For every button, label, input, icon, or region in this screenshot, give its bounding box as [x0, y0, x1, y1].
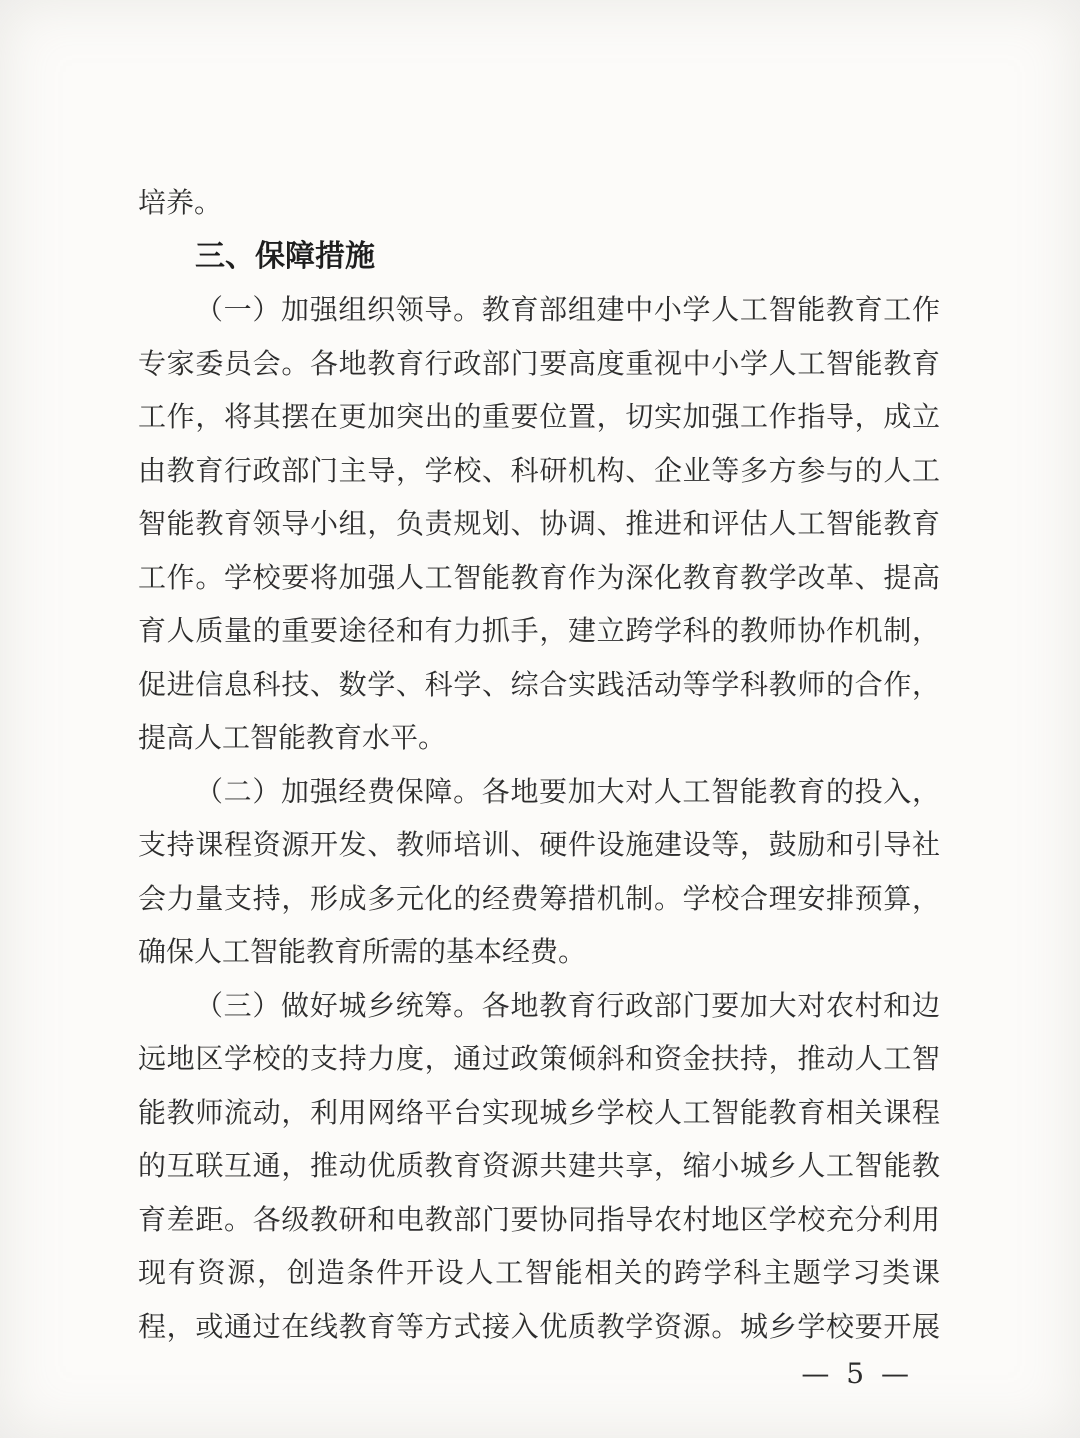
text-line: 能教师流动，利用网络平台实现城乡学校人工智能教育相关课程 — [138, 1095, 940, 1129]
text-line: 支持课程资源开发、教师培训、硬件设施建设等，鼓励和引导社 — [138, 828, 940, 861]
text-line: 由教育行政部门主导，学校、科研机构、企业等多方参与的人工 — [138, 453, 940, 487]
text-line: （三）做好城乡统筹。各地教育行政部门要加大对农村和边 — [195, 988, 940, 1022]
text-line: 工作。学校要将加强人工智能教育作为深化教育教学改革、提高 — [138, 560, 940, 594]
text-line: 育差距。各级教研和电教部门要协同指导农村地区学校充分利用 — [138, 1202, 940, 1236]
text-line: 确保人工智能教育所需的基本经费。 — [138, 935, 587, 968]
text-line: 的互联互通，推动优质教育资源共建共享，缩小城乡人工智能教 — [138, 1149, 940, 1182]
document-body — [138, 176, 940, 1353]
text-line: 提高人工智能教育水平。 — [138, 721, 447, 754]
text-line: 现有资源，创造条件开设人工智能相关的跨学科主题学习类课 — [138, 1256, 940, 1289]
text-line: （二）加强经费保障。各地要加大对人工智能教育的投入， — [195, 774, 940, 808]
text-line: 智能教育领导小组，负责规划、协调、推进和评估人工智能教育 — [138, 507, 940, 540]
text-line: 专家委员会。各地教育行政部门要高度重视中小学人工智能教育 — [138, 346, 940, 380]
page-number: — 5 — — [801, 1357, 913, 1390]
text-line: 远地区学校的支持力度，通过政策倾斜和资金扶持，推动人工智 — [138, 1042, 940, 1075]
text-line: 培养。 — [138, 186, 223, 219]
text-line: 育人质量的重要途径和有力抓手，建立跨学科的教师协作机制， — [138, 614, 940, 647]
text-line: 会力量支持，形成多元化的经费筹措机制。学校合理安排预算， — [138, 881, 940, 915]
text-line: （一）加强组织领导。教育部组建中小学人工智能教育工作 — [195, 293, 940, 326]
section-heading: 三、保障措施 — [195, 239, 375, 273]
text-line: 促进信息科技、数学、科学、综合实践活动等学科教师的合作， — [138, 667, 940, 701]
text-line: 程，或通过在线教育等方式接入优质教学资源。城乡学校要开展 — [138, 1309, 940, 1343]
text-line: 工作，将其摆在更加突出的重要位置，切实加强工作指导，成立 — [138, 400, 940, 433]
